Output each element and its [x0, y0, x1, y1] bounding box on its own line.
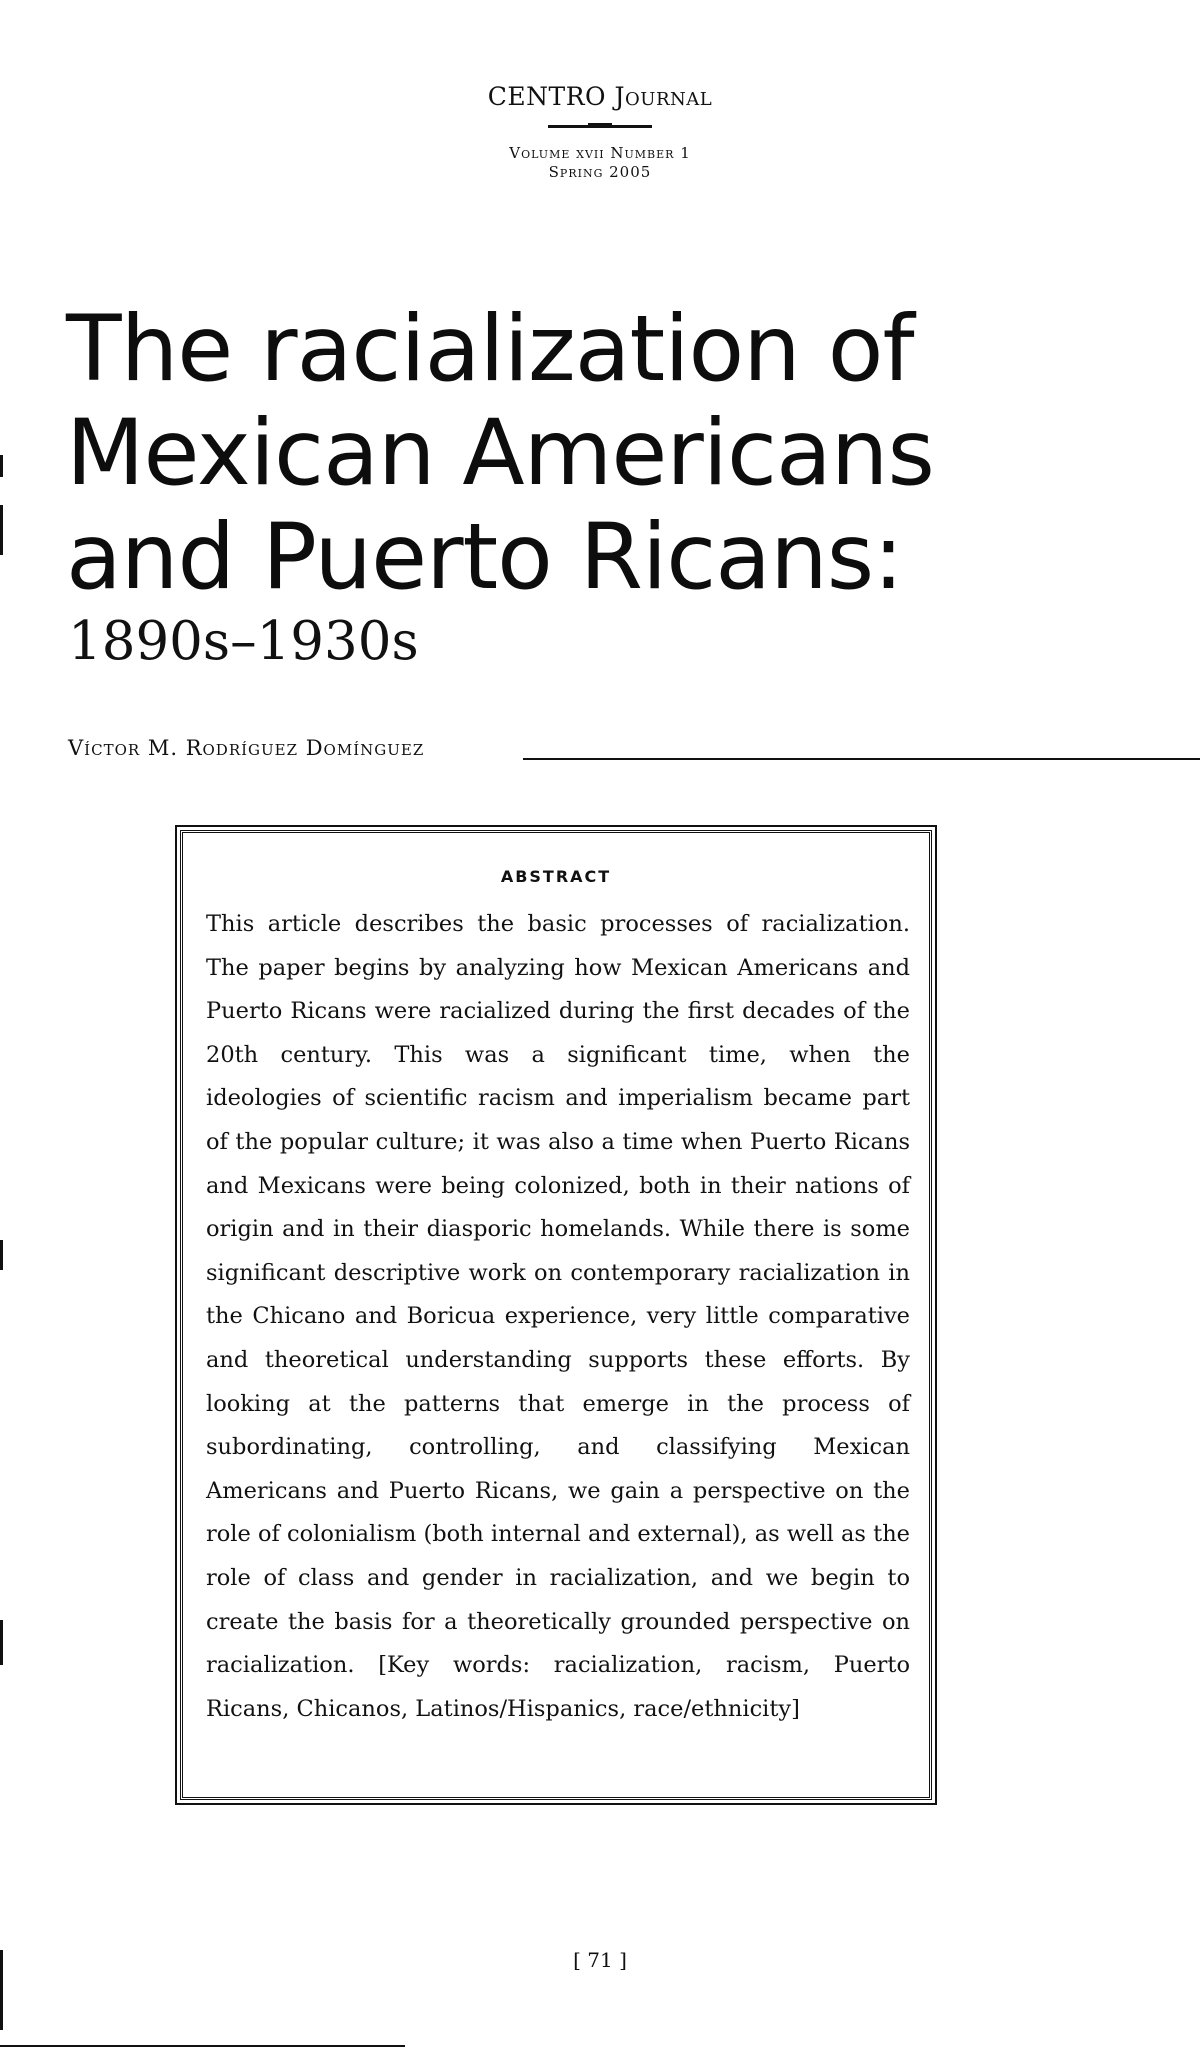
- page-number: [ 71 ]: [573, 1948, 627, 1972]
- scan-margin-mark: [0, 1240, 3, 1270]
- volume-line: Volume xvii Number 1: [509, 144, 691, 162]
- author-rule-right: [1130, 758, 1200, 760]
- abstract-text: This article describes the basic processes of racialization. The paper begins by analyzing how Mexican Americans and Puerto Ricans were racialized during the first decades of the 20th century. This was a significant time, when the ideologies of scientific racism and imperialism became part of the popular culture; it was also a time when Puerto Ricans and Mexicans were being colonized, both in their nations of origin and in their diasporic homelands. While there is some significant descriptive work on contemporary racialization in the Chicano and Boricua experience, very little comparative and theoretical understanding supports these efforts. By looking at the patterns that emerge in the process of subordinating, controlling, and classifying Mexican Americans and Puerto Ricans, we gain a perspective on the role of colonialism (both internal and external), as well as the role of class and gender in racialization, and we begin to create the basis for a theoretically grounded perspective on racialization. [Key words: racialization, racism, Puerto Ricans, Chicanos, Latinos/Hispanics, race/ethnicity]: [206, 911, 910, 1722]
- author-name: Víctor M. Rodríguez Domínguez: [68, 736, 428, 760]
- scan-margin-mark: [0, 455, 3, 477]
- header-rule: [548, 125, 652, 128]
- abstract-heading: ABSTRACT: [500, 867, 612, 886]
- title-line: The racialization of: [66, 297, 914, 402]
- season-line: Spring 2005: [548, 163, 652, 181]
- journal-name: CENTRO Journal: [487, 82, 713, 111]
- scan-margin-mark: [0, 505, 3, 555]
- article-title: [66, 298, 1066, 610]
- scan-margin-mark: [0, 1950, 3, 2030]
- author-rule: [523, 758, 1138, 760]
- journal-header: [0, 82, 1200, 182]
- scan-bottom-rule: [0, 2045, 405, 2047]
- title-line: and Puerto Ricans:: [66, 505, 903, 610]
- scan-margin-mark: [0, 1620, 3, 1665]
- abstract-box: [180, 830, 932, 1800]
- title-line: Mexican Americans: [66, 401, 934, 506]
- author-row: [68, 736, 1200, 776]
- article-subtitle: 1890s–1930s: [68, 611, 419, 672]
